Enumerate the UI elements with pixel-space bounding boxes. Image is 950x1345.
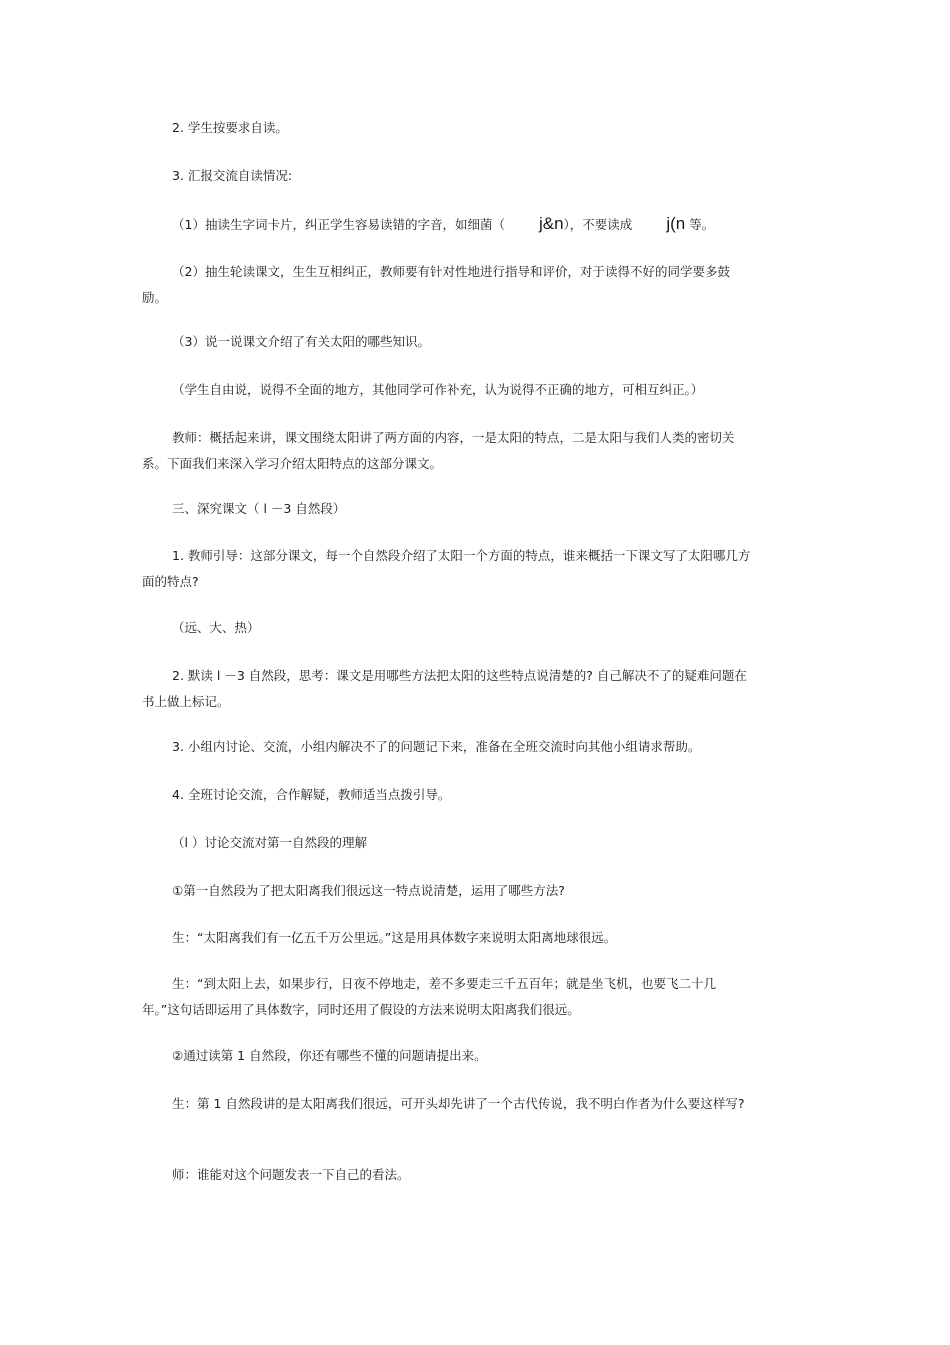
line-teacher-guide: 1. 教师引导：这部分课文，每一个自然段介绍了太阳一个方面的特点，谁来概括一下课文写了太阳哪几方面的特点? xyxy=(142,548,751,589)
line-card-reading xyxy=(172,211,752,238)
line-round-reading: （2）抽生轮读课文，生生互相纠正，教师要有针对性地进行指导和评价，对于读得不好的同学要多鼓励。 xyxy=(142,264,730,305)
line-silent-reading: 2. 默读 l －3 自然段，思考：课文是用哪些方法把太阳的这些特点说清楚的? 自己解决不了的疑难问题在书上做上标记。 xyxy=(142,668,747,709)
card-reading-text-e: 等。 xyxy=(689,217,715,232)
pinyin-wrong: j(n xyxy=(666,214,686,233)
line-step-2-self-read: 2. 学生按要求自读。 xyxy=(172,120,288,135)
line-answer-far-big-hot: （远、大、热） xyxy=(172,620,260,635)
line-student-answer-2: 生：“到太阳上去，如果步行，日夜不停地走，差不多要走三千五百年；就是坐飞机，也要飞二十几年。”这句话即运用了具体数字，同时还用了假设的方法来说明太阳离我们很远。 xyxy=(142,976,716,1017)
line-say-knowledge: （3）说一说课文介绍了有关太阳的哪些知识。 xyxy=(172,334,430,349)
line-group-discussion: 3. 小组内讨论、交流，小组内解决不了的问题记下来，准备在全班交流时向其他小组请求帮助。 xyxy=(172,739,701,754)
line-discuss-paragraph-1: （l ）讨论交流对第一自然段的理解 xyxy=(172,835,367,850)
card-reading-text-c: ），不要读成 xyxy=(563,217,633,232)
card-reading-text-a: （1）抽读生字词卡片，纠正学生容易读错的字音，如细菌（ xyxy=(172,217,505,232)
line-class-discussion: 4. 全班讨论交流，合作解疑，教师适当点拨引导。 xyxy=(172,787,451,802)
section-heading-deep-study: 三、深究课文（ l －3 自然段） xyxy=(172,501,346,516)
line-question-methods: ①第一自然段为了把太阳离我们很远这一特点说清楚，运用了哪些方法? xyxy=(172,883,565,898)
line-step-3-report: 3. 汇报交流自读情况: xyxy=(172,168,293,183)
line-student-answer-1: 生：“太阳离我们有一亿五千万公里远。”这是用具体数字来说明太阳离地球很远。 xyxy=(172,930,617,945)
line-teacher-summary: 教师：概括起来讲，课文围绕太阳讲了两方面的内容，一是太阳的特点，二是太阳与我们人类的密切关系。下面我们来深入学习介绍太阳特点的这部分课文。 xyxy=(142,430,735,471)
line-teacher-prompt: 师：谁能对这个问题发表一下自己的看法。 xyxy=(172,1167,410,1182)
line-student-question: 生：第 1 自然段讲的是太阳离我们很远，可开头却先讲了一个古代传说，我不明白作者为什么要这样写? xyxy=(172,1096,745,1111)
line-student-free-talk: （学生自由说，说得不全面的地方，其他同学可作补充，认为说得不正确的地方，可相互纠正。） xyxy=(172,382,704,397)
line-question-unclear: ②通过读第 1 自然段，你还有哪些不懂的问题请提出来。 xyxy=(172,1048,487,1063)
pinyin-correct: j&n xyxy=(538,214,564,233)
